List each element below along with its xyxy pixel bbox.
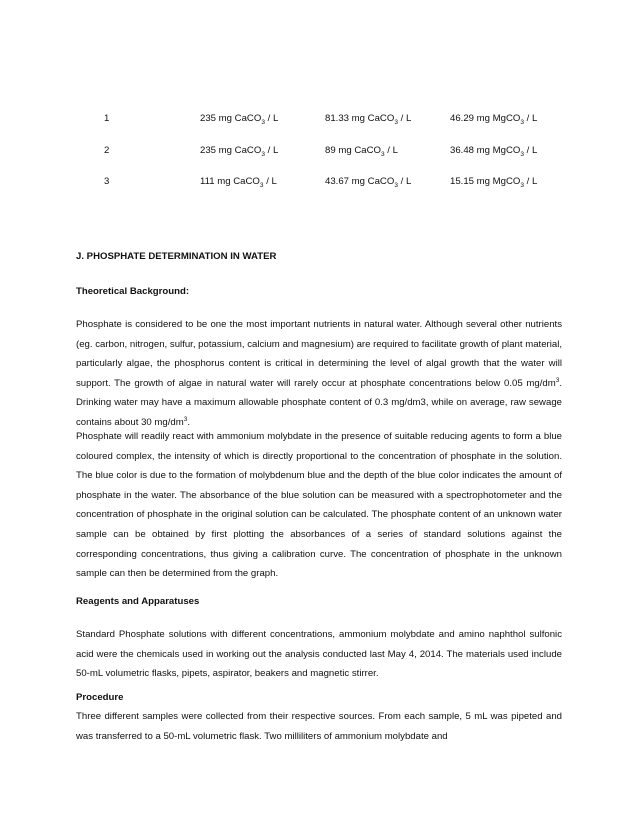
row2-magnesium-hardness: 36.48 mg MgCO$_3$ / L [450, 145, 538, 158]
row2-total-hardness: 235 mg CaCO$_3$ / L [200, 145, 279, 158]
row2-number: 2 [104, 145, 110, 156]
row1-number: 1 [104, 113, 110, 124]
row1-magnesium-hardness: 46.29 mg MgCO$_3$ / L [450, 113, 538, 126]
row3-total-hardness: 111 mg CaCO$_3$ / L [200, 176, 277, 189]
row1-calcium-hardness: 81.33 mg CaCO$_3$ / L [325, 113, 412, 126]
theory-heading: Theoretical Background: [76, 286, 190, 297]
theory-paragraph-2: Phosphate will readily react with ammonium molybdate in the presence of suitable reducing agents to form a blue coloured complex, the intensity of which is directly proportional to the concentration of phosphate in the solution. The blue color is due to the formation of molybdenum blue and the depth of the blue color indicates the amount of phosphate in the water. The absorbance of the blue solution can be measured with a spectrophotometer and the concentration of phosphate in the original solution can be calculated. The phosphate content of an unknown water sample can be obtained by first plotting the absorbances of a series of standard solutions against the corresponding concentrations, thus giving a calibration curve. The concentration of phosphate in the unknown sample can then be determined from the graph. [76, 431, 562, 580]
procedure-heading: Procedure [76, 692, 124, 703]
reagents-heading: Reagents and Apparatuses [76, 596, 200, 607]
row3-number: 3 [104, 176, 110, 187]
section-title: J. PHOSPHATE DETERMINATION IN WATER [76, 251, 277, 262]
row1-total-hardness: 235 mg CaCO$_3$ / L [200, 113, 279, 126]
theory-paragraph-1: Phosphate is considered to be one the most important nutrients in natural water. Although several other nutrients (eg. carbon, nitrogen, sulfur, potassium, calcium and magnesium) are required to facilitate growth of plant material, particularly algae, the phosphorus content is critical in determining the level of algal growth that the water will support. The growth of algae in natural water will rarely occur at phosphate concentrations below 0.05 $mg/dm^3$. Drinking water may have a maximum allowable phosphate content of 0.3 mg/dm3, while on average, raw sewage contains about 30 $mg/dm^3$. [76, 319, 562, 428]
row3-magnesium-hardness: 15.15 mg MgCO$_3$ / L [450, 176, 538, 189]
row3-calcium-hardness: 43.67 mg CaCO$_3$ / L [325, 176, 412, 189]
reagents-paragraph: Standard Phosphate solutions with different concentrations, ammonium molybdate and amino naphthol sulfonic acid were the chemicals used in working out the analysis conducted last May 4, 2014. The materials used include 50-mL volumetric flasks, pipets, aspirator, beakers and magnetic stirrer. [76, 629, 562, 680]
procedure-paragraph: Three different samples were collected from their respective sources. From each sample, 5 mL was pipeted and was transferred to a 50-mL volumetric flask. Two milliliters of ammonium molybdate and [76, 711, 562, 742]
row2-calcium-hardness: 89 mg CaCO$_3$ / L [325, 145, 398, 158]
